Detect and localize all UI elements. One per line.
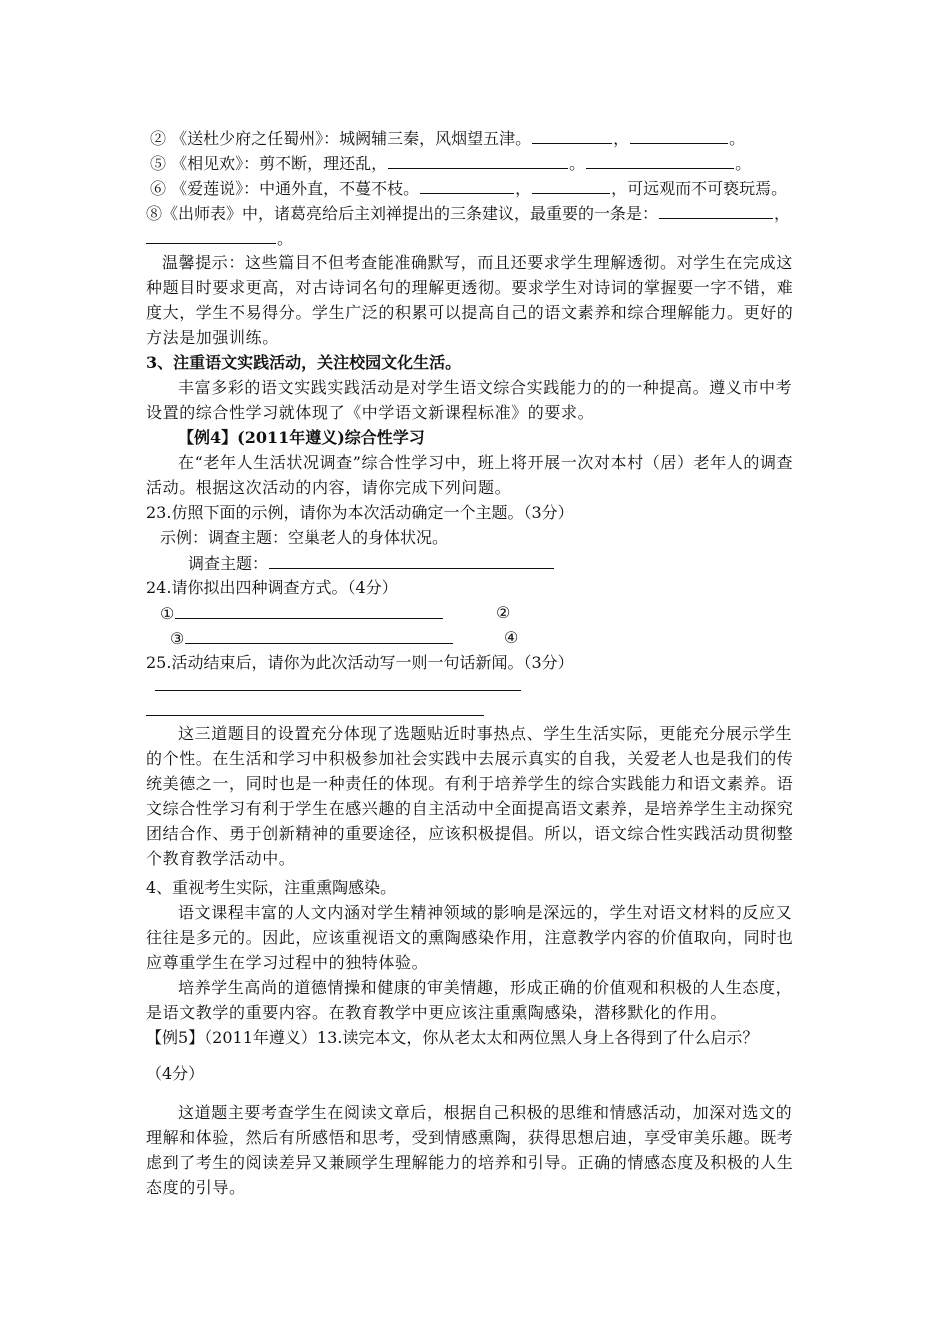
answer-blank[interactable] — [630, 128, 728, 144]
question-25: 25.活动结束后，请你为此次活动写一则一句话新闻。（3分） — [146, 653, 574, 672]
poem-prompt: 《送杜少府之任蜀州》：城阙辅三秦，风烟望五津。 — [171, 129, 532, 148]
question-23: 23.仿照下面的示例，请你为本次活动确定一个主题。（3分） — [146, 503, 574, 522]
method-marker-4: ④ — [504, 628, 519, 647]
punctuation: ， — [515, 179, 532, 198]
answer-blank[interactable] — [586, 153, 734, 169]
answer-blank[interactable] — [388, 153, 568, 169]
section-4-paragraph-1: 语文课程丰富的人文内涵对学生精神领域的影响是深远的，学生对语文材料的反应又往往是多元的。因此，应该重视语文的熏陶感染作用，注意教学内容的价值取向，同时也应尊重学生在学习过程中的独特体验。 — [146, 903, 794, 972]
poem-prompt: ⑧《出师表》中，诸葛亮给后主刘禅提出的三条建议，最重要的一条是： — [146, 204, 659, 223]
method-marker-2: ② — [496, 603, 511, 622]
poem-line-6 — [150, 178, 787, 199]
item-number: ⑥ — [150, 179, 167, 198]
answer-blank[interactable] — [146, 228, 276, 244]
item-number: ⑤ — [150, 154, 167, 173]
punctuation: ， — [613, 129, 630, 148]
poem-line-8-cont — [146, 228, 293, 249]
example-5-question: 【例5】（2011年遵义）13.读完本文，你从老太太和两位黑人身上各得到了什么启示？ — [146, 1028, 759, 1047]
answer-blank[interactable] — [659, 203, 773, 219]
tip-paragraph: 温馨提示：这些篇目不但考查能准确默写，而且还要求学生理解透彻。对学生在完成这种题目时要求更高，对古诗词名句的理解更透彻。要求学生对诗词的掌握要一字不错，难度大，学生不易得分。学生广泛的积累可以提高自己的语文素养和综合理解能力。更好的方法是加强训练。 — [146, 253, 794, 347]
answer-blank[interactable] — [532, 178, 610, 194]
sample-topic: 示例：调查主题：空巢老人的身体状况。 — [160, 528, 449, 547]
poem-line-2 — [150, 128, 745, 149]
topic-label: 调查主题： — [188, 554, 269, 573]
analysis-paragraph: 这三道题目的设置充分体现了选题贴近时事热点、学生生活实际，更能充分展示学生的个性。在生活和学习中积极参加社会实践中去展示真实的自我，关爱老人也是我们的传统美德之一，同时也是一种责任的体现。有利于培养学生的综合实践能力和语文素养。语文综合性学习有利于学生在感兴趣的自主活动中全面提高语文素养，是培养学生主动探究团结合作、勇于创新精神的重要途径，应该积极提倡。所以，语文综合性实践活动贯彻整个教育教学活动中。 — [146, 724, 794, 868]
method-line-1 — [160, 603, 444, 624]
poem-prompt: 《爱莲说》：中通外直，不蔓不枝。 — [171, 179, 420, 198]
section-3-paragraph: 丰富多彩的语文实践实践活动是对学生语文综合实践能力的的一种提高。遵义市中考设置的综合性学习就体现了《中学语文新课程标准》的要求。 — [146, 378, 793, 422]
section-4-paragraph-3: 这道题主要考查学生在阅读文章后，根据自己积极的思维和情感活动，加深对选文的理解和体验，然后有所感悟和思考，受到情感熏陶，获得思想启迪，享受审美乐趣。既考虑到了考生的阅读差异又兼顾学生理解能力的培养和引导。正确的情感态度及积极的人生态度的引导。 — [146, 1103, 794, 1197]
answer-blank[interactable] — [420, 178, 514, 194]
topic-answer-blank[interactable] — [269, 553, 554, 569]
poem-prompt: 《相见欢》：剪不断，理还乱， — [171, 154, 388, 173]
answer-line[interactable] — [155, 690, 521, 691]
poem-line-5 — [150, 153, 751, 174]
punctuation: 。 — [569, 154, 586, 173]
question-24: 24.请你拟出四种调查方式。（4分） — [146, 578, 398, 597]
marker: ③ — [170, 629, 185, 648]
punctuation: 。 — [729, 129, 746, 148]
answer-blank[interactable] — [532, 128, 612, 144]
section-3-heading: 3、注重语文实践活动，关注校园文化生活。 — [146, 353, 462, 372]
topic-line — [188, 553, 555, 574]
example-5-points: （4分） — [146, 1064, 205, 1083]
punctuation: 。 — [277, 229, 294, 248]
example-4-intro: 在“老年人生活状况调查”综合性学习中，班上将开展一次对本村（居）老年人的调查活动。根据这次活动的内容，请你完成下列问题。 — [146, 453, 794, 497]
punctuation: ， — [774, 204, 791, 223]
answer-blank[interactable] — [185, 628, 453, 644]
punctuation: 。 — [735, 154, 752, 173]
section-4-paragraph-2: 培养学生高尚的道德情操和健康的审美情趣，形成正确的价值观和积极的人生态度，是语文教学的重要内容。在教育教学中更应该注重熏陶感染，潜移默化的作用。 — [146, 978, 793, 1022]
item-number: ② — [150, 129, 167, 148]
poem-line-8 — [146, 203, 790, 224]
punctuation: ，可远观而不可亵玩焉。 — [611, 179, 788, 198]
answer-line[interactable] — [146, 715, 484, 716]
answer-blank[interactable] — [175, 603, 443, 619]
section-4-heading: 4、重视考生实际，注重熏陶感染。 — [146, 878, 397, 897]
example-4-title: 【例4】(2011年遵义)综合性学习 — [178, 428, 425, 447]
marker: ① — [160, 604, 175, 623]
method-line-3 — [170, 628, 454, 649]
